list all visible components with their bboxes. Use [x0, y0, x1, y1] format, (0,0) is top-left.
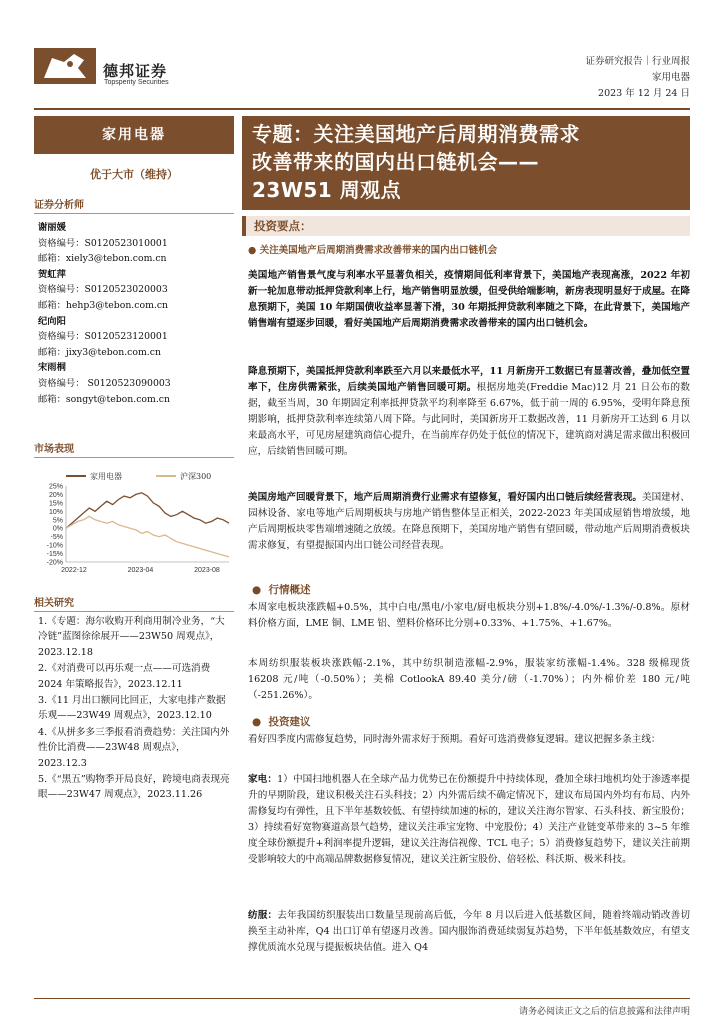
related-item[interactable]: 4.《从拼多多三季报看消费趋势：关注国内外性价比消费——23W48 周观点》，2023.12.3 — [38, 726, 230, 769]
x-tick-label: 2023-08 — [194, 567, 220, 574]
y-tick-label: -5% — [50, 534, 63, 542]
analyst — [38, 360, 234, 407]
y-tick-label: 25% — [48, 483, 63, 491]
header-divider — [34, 108, 690, 110]
analyst-cert: 资格编号： S0120523090003 — [38, 377, 171, 389]
legend-label: 家用电器 — [90, 472, 122, 481]
analyst-cert: 资格编号：S0120523020003 — [38, 284, 168, 296]
analyst-email[interactable]: 邮箱：songyt@tebon.com.cn — [38, 393, 170, 405]
rating: 优于大市（维持） — [90, 168, 178, 181]
key-points-heading: 投资要点： — [242, 216, 690, 236]
para8-body: 去年我国纺织服装出口数量呈现前高后低，今年 8 月以后进入低基数区间，随着终端动销改善切换至主动补库，Q4 出口订单有望逐月改善。国内服饰消费延续弱复苏趋势，下半年低基数效应，有望支撑优质流水兑现与提振板块估值。进入 Q4 — [248, 910, 691, 953]
x-tick-label: 2023-04 — [127, 567, 154, 574]
analyst — [38, 220, 234, 267]
paragraph-7 — [248, 772, 690, 867]
analyst — [38, 267, 234, 314]
y-tick-label: 10% — [48, 508, 63, 516]
related-title: 相关研究 — [34, 594, 234, 612]
title-line: 改善带来的国内出口链机会—— — [252, 150, 539, 174]
paragraph-1: 美国地产销售景气度与利率水平显著负相关，疫情期间低利率背景下，美国地产表现高涨，2022 年初新一轮加息带动抵押贷款利率上行，地产销售明显放缓，但受供给端影响，新房表现明显好于成屋。在降息预期下，美国 10 年期国债收益率显著下滑，30 年期抵押贷款利率随之下降，在此背景下，美国地产销售端有望逐步回暖，看好美国地产后周期消费需求改善带来的国内出口链机会。 — [248, 270, 690, 329]
para7-label: 家电： — [248, 774, 278, 785]
related-item[interactable]: 1.《专题：海尔收购开利商用制冷业务，“大冷链”蓝图徐徐展开——23W50 周观点》，2023.12.18 — [38, 616, 225, 658]
y-tick-label: 20% — [48, 491, 63, 499]
para2-body: 根据房地美(Freddie Mac)12 月 21 日公布的数据，截至当周，30 年期固定利率抵押贷款平均利率降至 6.67%，低于前一周的 6.95%，受明年降息预期影响，抵押贷款利率连续第八周下降。与此同时，美国新房开工数据改善，11 月新房开工达到 6 月以来最高水平，可见房屋建筑商信心提升，在当前库存仍处于低位的情况下，建筑商对满足需求做出积极回应，后续销售回暖可期。 — [248, 381, 690, 457]
key-points-subheading: ● 关注美国地产后周期消费需求改善带来的国内出口链机会 — [248, 245, 498, 256]
para8-label: 纺服： — [248, 910, 278, 921]
related-list — [38, 614, 234, 804]
related-item[interactable]: 5.《“黑五”购物季开局良好，跨境电商表现亮眼——23W47 周观点》，2023.11.26 — [38, 774, 230, 801]
title-line: 专题：关注美国地产后周期消费需求 — [252, 122, 580, 146]
section-invest-title: 投资建议 — [268, 716, 311, 728]
market-performance-chart — [34, 458, 234, 576]
analyst-email[interactable]: 邮箱：jixy3@tebon.com.cn — [38, 346, 161, 358]
para3-lead: 美国房地产回暖背景下，地产后周期消费行业需求有望修复，看好国内出口链后续经营表现。 — [248, 492, 642, 503]
y-tick-label: 0% — [52, 525, 63, 533]
logo-subtext: Topsperity Securities — [104, 79, 169, 86]
y-tick-label: -20% — [46, 559, 63, 567]
paragraph-2 — [248, 364, 690, 459]
logo-text: 德邦证券 — [103, 62, 168, 80]
paragraph-3 — [248, 490, 690, 554]
analyst-cert: 资格编号：S0120523010001 — [38, 237, 168, 249]
para7-body: 1）中国扫地机器人在全球产品力优势已在份额提升中持续体现，叠加全球扫地机均处于渗透率提升的早期阶段，建议积极关注石头科技；2）内外需后续不确定情况下，建议布局国内外均有布局、内外需修复均有弹性，且下半年基数较低、有望持续加速的标的，建议关注海尔智家、石头科技、新宝股份；3）持续看好宽物赛道高景气趋势，建议关注乖宝宠物、中宠股份；4）关注产业链变革带来的 3~5 年维度全球份额提升+利润率提升逻辑，建议关注海信视像、TCL 电子；5）消费修复趋势下，建议关注前期受影响较大的中高端品牌数据修复情况，建议关注新宝股份、倍轻松、科沃斯、极米科技。 — [248, 774, 690, 865]
industry-box: 家用电器 — [34, 116, 234, 154]
header-industry: 家用电器 — [651, 72, 690, 83]
para3-body: 美国建材、园林设备、家电等地产后周期板块与房地产销售整体呈正相关，2022-2023 年美国成屋销售增放缓，地产后周期板块零售端增速随之放缓。在降息预期下，美国房地产销售有望回暖，带动地产后周期消费板块需求修复，有望提振国内出口链公司经营表现。 — [248, 492, 690, 551]
sub-bullet-text: 关注美国地产后周期消费需求改善带来的国内出口链机会 — [259, 245, 498, 256]
paragraph-4: 本周家电板块涨跌幅+0.5%，其中白电/黑电/小家电/厨电板块分别+1.8%/-4.0%/-1.3%/-0.8%。原材料价格方面，LME 铜、LME 铝、塑料价格环比分别+0.33%、+1.75%、+1.67%。 — [248, 602, 690, 629]
paragraph-6: 看好四季度内需修复趋势，同时海外需求好于预期。看好可选消费修复逻辑。建议把握多条主线： — [248, 734, 661, 745]
y-tick-label: 15% — [48, 500, 63, 508]
paragraph-5: 本周纺织服装板块涨跌幅-2.1%，其中纺织制造涨幅-2.9%，服装家纺涨幅-1.4%。328 级棉现货 16208 元/吨（-0.50%）；美棉 CotlookA 89.40 美分/磅（-1.70%）；内外棉价差 180 元/吨（-251.26%）。 — [248, 658, 690, 701]
series-line — [66, 493, 229, 528]
analyst-name: 宋雨桐 — [38, 362, 66, 374]
footer-divider — [34, 998, 690, 999]
analyst-name: 贺虹萍 — [38, 268, 66, 280]
report-type: 证券研究报告｜行业周报 — [585, 56, 690, 67]
section-market-title: 行情概述 — [268, 584, 311, 596]
market-title: 市场表现 — [34, 440, 234, 458]
para2-lead: 降息预期下，美国抵押贷款利率跌至六月以来最低水平，11 月新房开工数据已有显著改善，叠加低空置率下，住房供需紧张，后续美国地产销售回暖可期。 — [248, 366, 690, 393]
x-tick-label: 2022-12 — [61, 567, 87, 574]
analyst-cert: 资格编号：S0120523120001 — [38, 331, 168, 343]
related-item[interactable]: 3.《11 月出口额同比回正，大家电排产数据乐观——23W49 周观点》，2023.12.10 — [38, 695, 226, 722]
analyst-name: 纪向阳 — [38, 315, 66, 327]
title-line: 23W51 周观点 — [252, 178, 402, 202]
legend-label: 沪深300 — [180, 472, 212, 481]
company-logo-icon — [34, 48, 100, 88]
report-title — [242, 116, 690, 210]
y-tick-label: 5% — [52, 517, 63, 525]
y-tick-label: -15% — [46, 551, 63, 559]
analyst-name: 谢丽媛 — [38, 222, 66, 233]
report-date: 2023 年 12 月 24 日 — [598, 88, 690, 99]
header-meta — [585, 54, 690, 102]
paragraph-8 — [248, 908, 690, 956]
section-invest-heading: ● 投资建议 — [252, 716, 311, 728]
analyst-email[interactable]: 邮箱：hehp3@tebon.com.cn — [38, 299, 169, 311]
related-item[interactable]: 2.《对消费可以再乐观一点——可选消费 2024 年策略报告》，2023.12.11 — [38, 663, 211, 690]
analyst-list — [38, 220, 234, 407]
section-market-heading: ● 行情概述 — [252, 584, 311, 596]
footer-disclaimer: 请务必阅读正文之后的信息披露和法律声明 — [518, 1007, 690, 1017]
y-tick-label: -10% — [46, 542, 63, 550]
analyst — [38, 314, 234, 361]
analyst-email[interactable]: 邮箱：xiely3@tebon.com.cn — [38, 253, 167, 265]
analysts-title: 证券分析师 — [34, 196, 234, 214]
